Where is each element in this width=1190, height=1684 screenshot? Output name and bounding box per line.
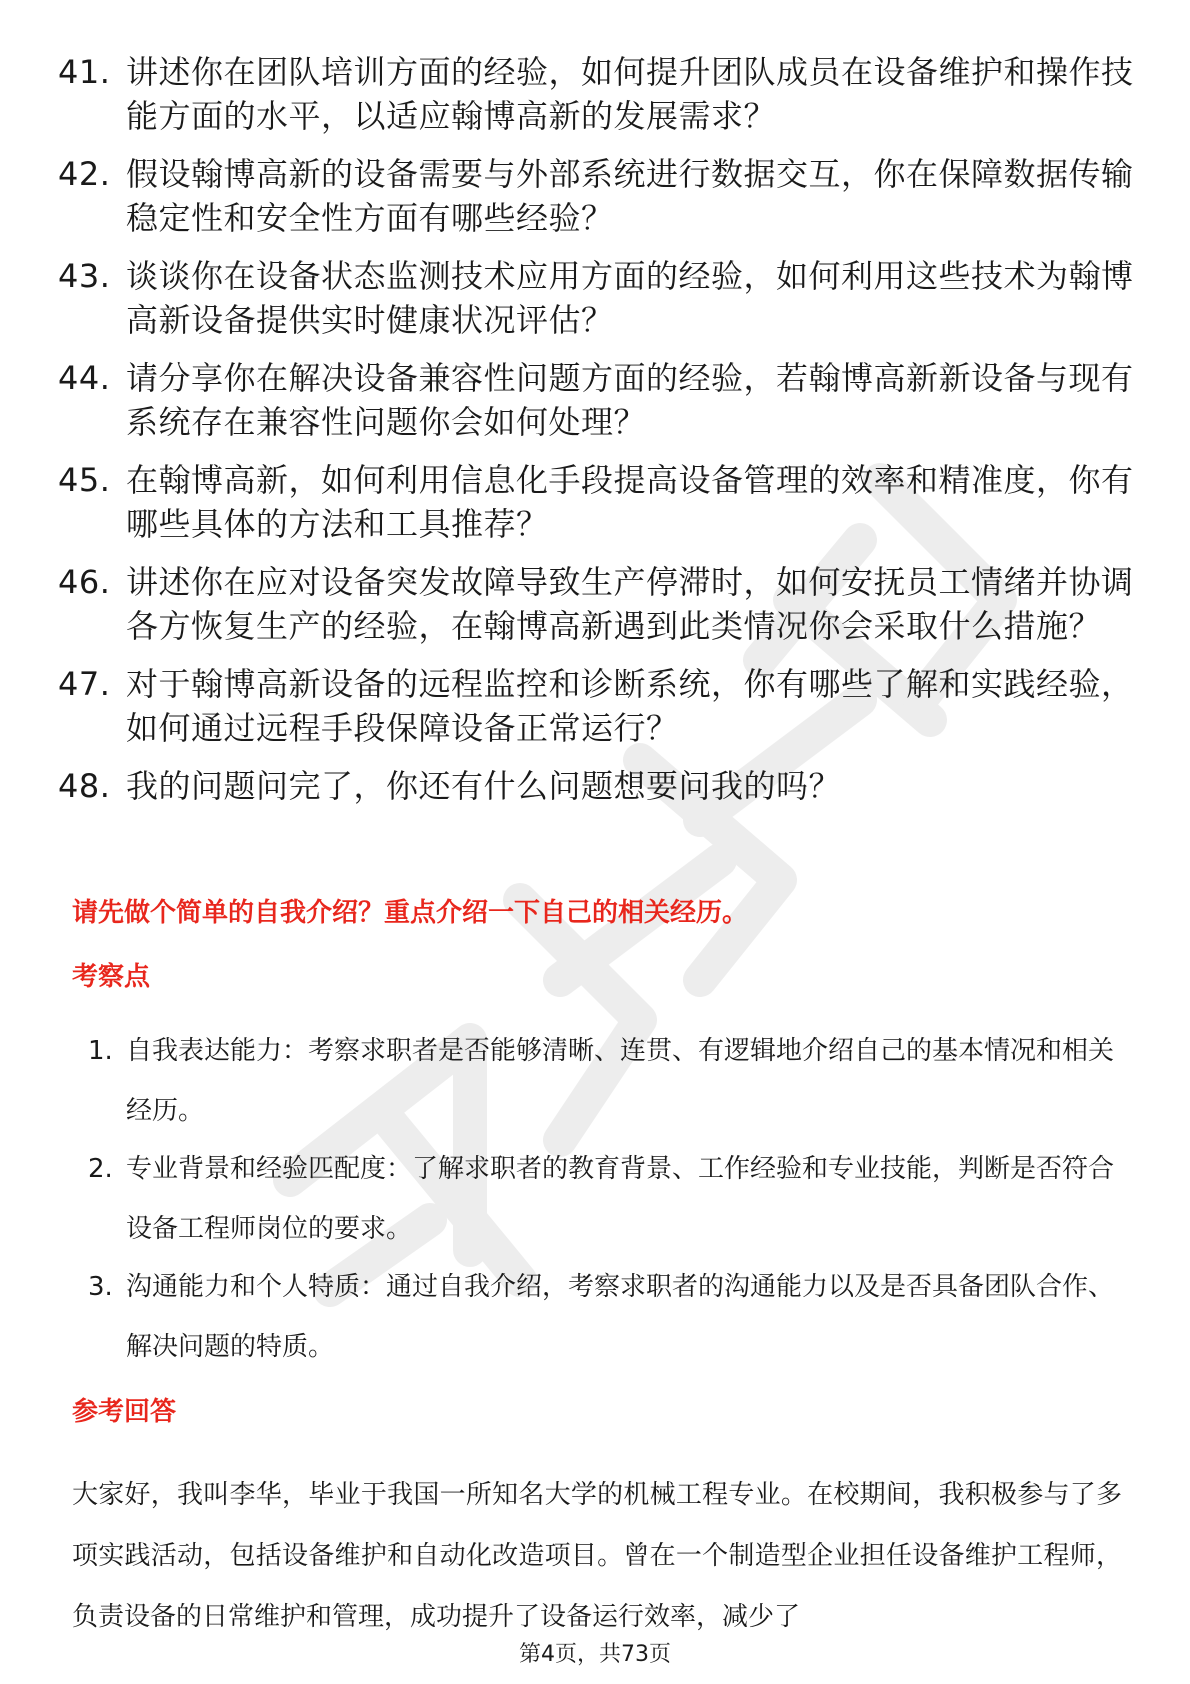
question-text: 我的问题问完了，你还有什么问题想要问我的吗？ [126, 767, 842, 805]
question-text: 谈谈你在设备状态监测技术应用方面的经验，如何利用这些技术为翰博高新设备提供实时健康状况评估？ [126, 257, 1134, 339]
question-item [58, 152, 1138, 240]
question-text: 讲述你在应对设备突发故障导致生产停滞时，如何安抚员工情绪并协调各方恢复生产的经验，在翰博高新遇到此类情况你会采取什么措施？ [126, 563, 1134, 645]
question-item [58, 254, 1138, 342]
point-text: 专业背景和经验匹配度：了解求职者的教育背景、工作经验和专业技能，判断是否符合设备工程师岗位的要求。 [126, 1154, 1115, 1244]
question-text: 讲述你在团队培训方面的经验，如何提升团队成员在设备维护和操作技能方面的水平，以适应翰博高新的发展需求？ [126, 53, 1134, 135]
question-text: 假设翰博高新的设备需要与外部系统进行数据交互，你在保障数据传输稳定性和安全性方面有哪些经验？ [126, 155, 1134, 237]
point-number: 3. [88, 1272, 113, 1302]
question-item [58, 356, 1138, 444]
answer-heading: 参考回答 [72, 1397, 177, 1427]
page-footer: 第4页，共73页 [519, 1642, 671, 1667]
reference-answer: 大家好，我叫李华，毕业于我国一所知名大学的机械工程专业。在校期间，我积极参与了多项实践活动，包括设备维护和自动化改造项目。曾在一个制造型企业担任设备维护工程师，负责设备的日常维护和管理，成功提升了设备运行效率，减少了 [72, 1480, 1122, 1632]
question-number: 47. [58, 665, 111, 703]
question-item [58, 764, 1138, 808]
section-question-title: 请先做个简单的自我介绍？重点介绍一下自己的相关经历。 [72, 898, 749, 928]
question-number: 41. [58, 53, 111, 91]
question-text: 请分享你在解决设备兼容性问题方面的经验，若翰博高新新设备与现有系统存在兼容性问题你会如何处理？ [126, 359, 1134, 441]
question-list [58, 50, 1138, 822]
question-item [58, 560, 1138, 648]
question-number: 44. [58, 359, 111, 397]
question-item [58, 458, 1138, 546]
assessment-point [72, 1257, 1122, 1377]
assessment-point [72, 1139, 1122, 1259]
assessment-point [72, 1021, 1122, 1141]
point-number: 2. [88, 1154, 113, 1184]
question-item [58, 50, 1138, 138]
assessment-point-list [72, 1021, 1122, 1377]
point-text: 自我表达能力：考察求职者是否能够清晰、连贯、有逻辑地介绍自己的基本情况和相关经历。 [126, 1036, 1115, 1126]
question-text: 在翰博高新，如何利用信息化手段提高设备管理的效率和精准度，你有哪些具体的方法和工具推荐？ [126, 461, 1134, 543]
question-number: 46. [58, 563, 111, 601]
question-number: 42. [58, 155, 111, 193]
question-number: 45. [58, 461, 111, 499]
points-heading: 考察点 [72, 962, 151, 992]
question-item [58, 662, 1138, 750]
question-text: 对于翰博高新设备的远程监控和诊断系统，你有哪些了解和实践经验，如何通过远程手段保障设备正常运行？ [126, 665, 1134, 747]
point-number: 1. [88, 1036, 113, 1066]
question-number: 43. [58, 257, 111, 295]
question-number: 48. [58, 767, 111, 805]
point-text: 沟通能力和个人特质：通过自我介绍，考察求职者的沟通能力以及是否具备团队合作、解决问题的特质。 [126, 1272, 1115, 1362]
